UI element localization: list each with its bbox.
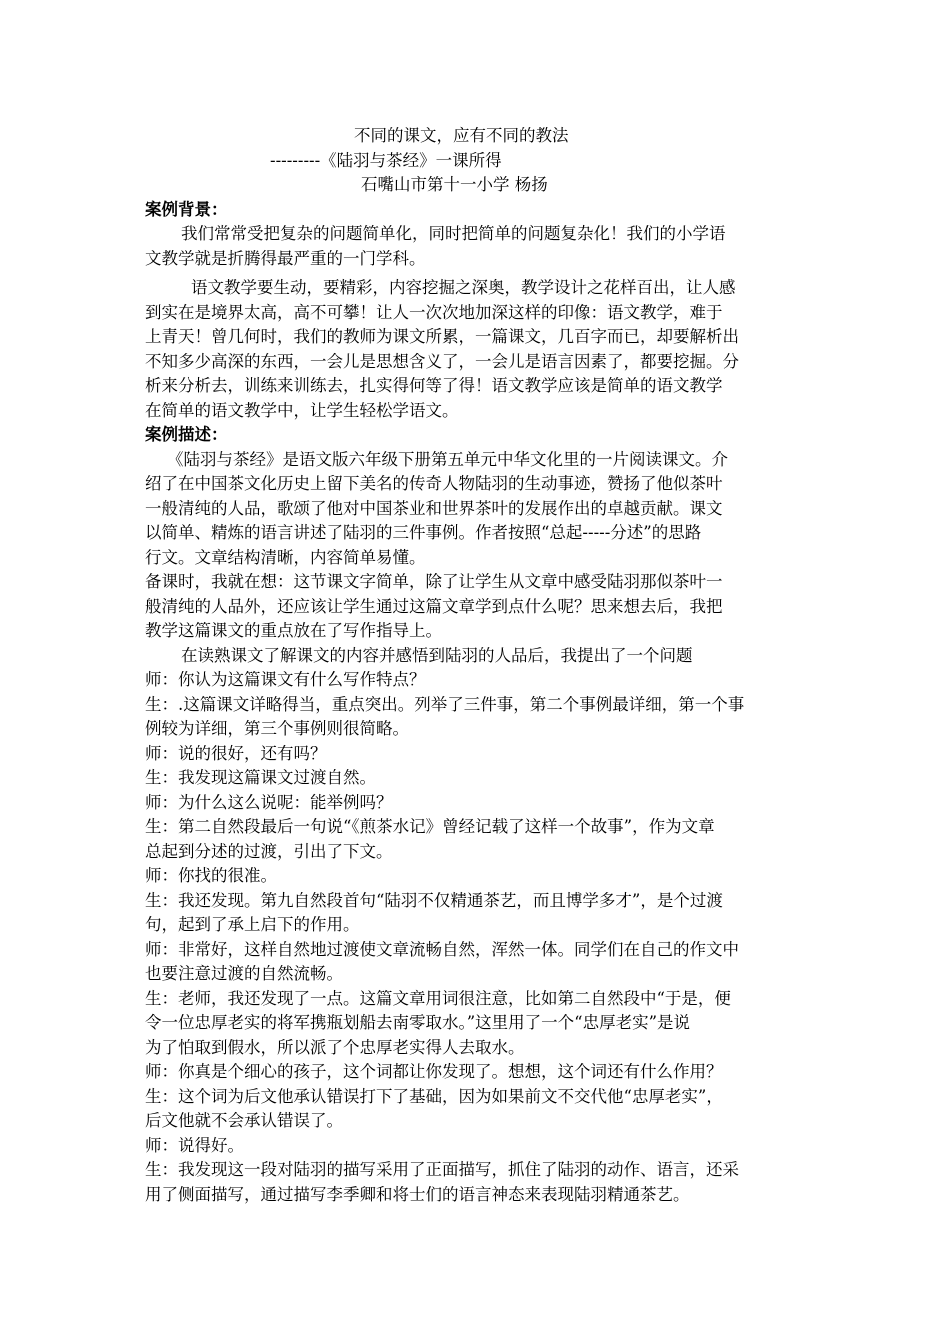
dialogue-line: 生：第二自然段最后一句说“《煎茶水记》曾经记载了这样一个故事”，作为文章 xyxy=(145,817,715,836)
dialogue-line: 生：我发现这篇课文过渡自然。 xyxy=(145,768,376,787)
paragraph-line: 备课时，我就在想：这节课文字简单，除了让学生从文章中感受陆羽那似茶叶一 xyxy=(145,572,723,591)
paragraph-line: 一般清纯的人品，歌颂了他对中国茶业和世界茶叶的发展作出的卓越贡献。课文 xyxy=(145,498,723,518)
paragraph-line: 般清纯的人品外，还应该让学生通过这篇文章学到点什么呢？思来想去后，我把 xyxy=(145,596,723,616)
dialogue-line: 用了侧面描写，通过描写李季卿和将士们的语言神态来表现陆羽精通茶艺。 xyxy=(145,1184,690,1204)
dialogue-line: 师：说的很好，还有吗？ xyxy=(145,743,327,763)
dialogue-turn xyxy=(145,1158,813,1207)
section-heading-description: 案例描述： xyxy=(145,425,228,444)
dialogue-turn xyxy=(145,766,813,791)
paragraph-line: 绍了在中国茶文化历史上留下美名的传奇人物陆羽的生动事迹，赞扬了他似茶叶 xyxy=(145,474,723,493)
paragraph-line: 析来分析去，训练来训练去，扎实得何等了得！语文教学应该是简单的语文教学 xyxy=(145,376,723,395)
dialogue-line: 师：你找的很准。 xyxy=(145,866,277,885)
dialogue-turn xyxy=(145,693,813,742)
dialogue-turn xyxy=(145,987,813,1061)
paragraph-line: 语文教学要生动，要精彩，内容挖掘之深奥，教学设计之花样百出，让人感 xyxy=(191,278,736,297)
doc-author: 石嘴山市第十一小学 杨扬 xyxy=(361,175,548,194)
dialogue-line: 为了怕取到假水，所以派了个忠厚老实得人去取水。 xyxy=(145,1037,525,1057)
dialogue-turn xyxy=(145,742,813,767)
dialogue-turn xyxy=(145,1134,813,1159)
dialogue-turn xyxy=(145,1085,813,1134)
dialogue-line: 总起到分述的过渡，引出了下文。 xyxy=(145,841,393,861)
dialogue-line: 生：我还发现。第九自然段首句“陆羽不仅精通茶艺，而且博学多才”，是个过渡 xyxy=(145,890,723,910)
paragraph-line: 在简单的语文教学中，让学生轻松学语文。 xyxy=(145,400,459,420)
doc-subtitle: ---------《陆羽与茶经》一课所得 xyxy=(270,150,502,170)
doc-title: 不同的课文，应有不同的教法 xyxy=(354,126,569,145)
paragraph-line: 教学这篇课文的重点放在了写作指导上。 xyxy=(145,621,442,640)
dialogue-turn xyxy=(145,791,813,816)
dialogue-turn xyxy=(145,815,813,864)
paragraph-line: 行文。文章结构清晰，内容简单易懂。 xyxy=(145,547,426,567)
section-heading-background: 案例背景： xyxy=(145,199,228,219)
dialogue-line: 后文他就不会承认错误了。 xyxy=(145,1111,343,1130)
document-page xyxy=(145,124,813,1207)
dialogue-line: 生：老师，我还发现了一点。这篇文章用词很注意，比如第二自然段中“于是，便 xyxy=(145,988,731,1008)
paragraph-line: 以简单、精炼的语言讲述了陆羽的三件事例。作者按照“总起-----分述”的思路 xyxy=(145,523,702,542)
dialogue-line: 师：非常好，这样自然地过渡使文章流畅自然，浑然一体。同学们在自己的作文中 xyxy=(145,939,739,959)
paragraph-line: 到实在是境界太高，高不可攀！让人一次次地加深这样的印像：语文教学，难于 xyxy=(145,302,723,322)
dialogue-turn xyxy=(145,889,813,938)
dialogue-line: 句，起到了承上启下的作用。 xyxy=(145,915,360,934)
dialogue-line: 师：为什么这么说呢：能举例吗？ xyxy=(145,792,393,812)
paragraph-line: 上青天！曾几何时，我们的教师为课文所累，一篇课文，几百字而已，却要解析出 xyxy=(145,327,739,346)
paragraph-line: 在读熟课文了解课文的内容并感悟到陆羽的人品后，我提出了一个问题 xyxy=(181,645,693,665)
dialogue-line: 师：你真是个细心的孩子，这个词都让你发现了。想想，这个词还有什么作用？ xyxy=(145,1062,723,1081)
dialogue-line: 师：说得好。 xyxy=(145,1135,244,1155)
dialogue-turn xyxy=(145,864,813,889)
paragraph-line: 《陆羽与茶经》是语文版六年级下册第五单元中华文化里的一片阅读课文。介 xyxy=(167,449,728,469)
paragraph-line: 不知多少高深的东西，一会儿是思想含义了，一会儿是语言因素了，都要挖掘。分 xyxy=(145,351,739,371)
dialogue-line: 生：我发现这一段对陆羽的描写采用了正面描写，抓住了陆羽的动作、语言，还采 xyxy=(145,1160,739,1179)
dialogue-line: 生：这个词为后文他承认错误打下了基础，因为如果前文不交代他“忠厚老实”， xyxy=(145,1086,723,1106)
dialogue-line: 令一位忠厚老实的将军携瓶划船去南零取水。”这里用了一个“忠厚老实”是说 xyxy=(145,1013,691,1032)
dialogue-turn xyxy=(145,668,813,693)
paragraph-line: 我们常常受把复杂的问题简单化，同时把简单的问题复杂化！我们的小学语 xyxy=(181,224,726,243)
dialogue-line: 也要注意过渡的自然流畅。 xyxy=(145,964,343,983)
dialogue-turn xyxy=(145,1060,813,1085)
dialogue-turn xyxy=(145,938,813,987)
paragraph-line: 文教学就是折腾得最严重的一门学科。 xyxy=(145,248,426,268)
dialogue-line: 师：你认为这篇课文有什么写作特点？ xyxy=(145,670,426,689)
dialogue-list xyxy=(145,668,813,1207)
dialogue-line: 生：.这篇课文详略得当，重点突出。列举了三件事，第二个事例最详细，第一个事 xyxy=(145,694,745,714)
dialogue-line: 例较为详细，第三个事例则很简略。 xyxy=(145,719,409,738)
